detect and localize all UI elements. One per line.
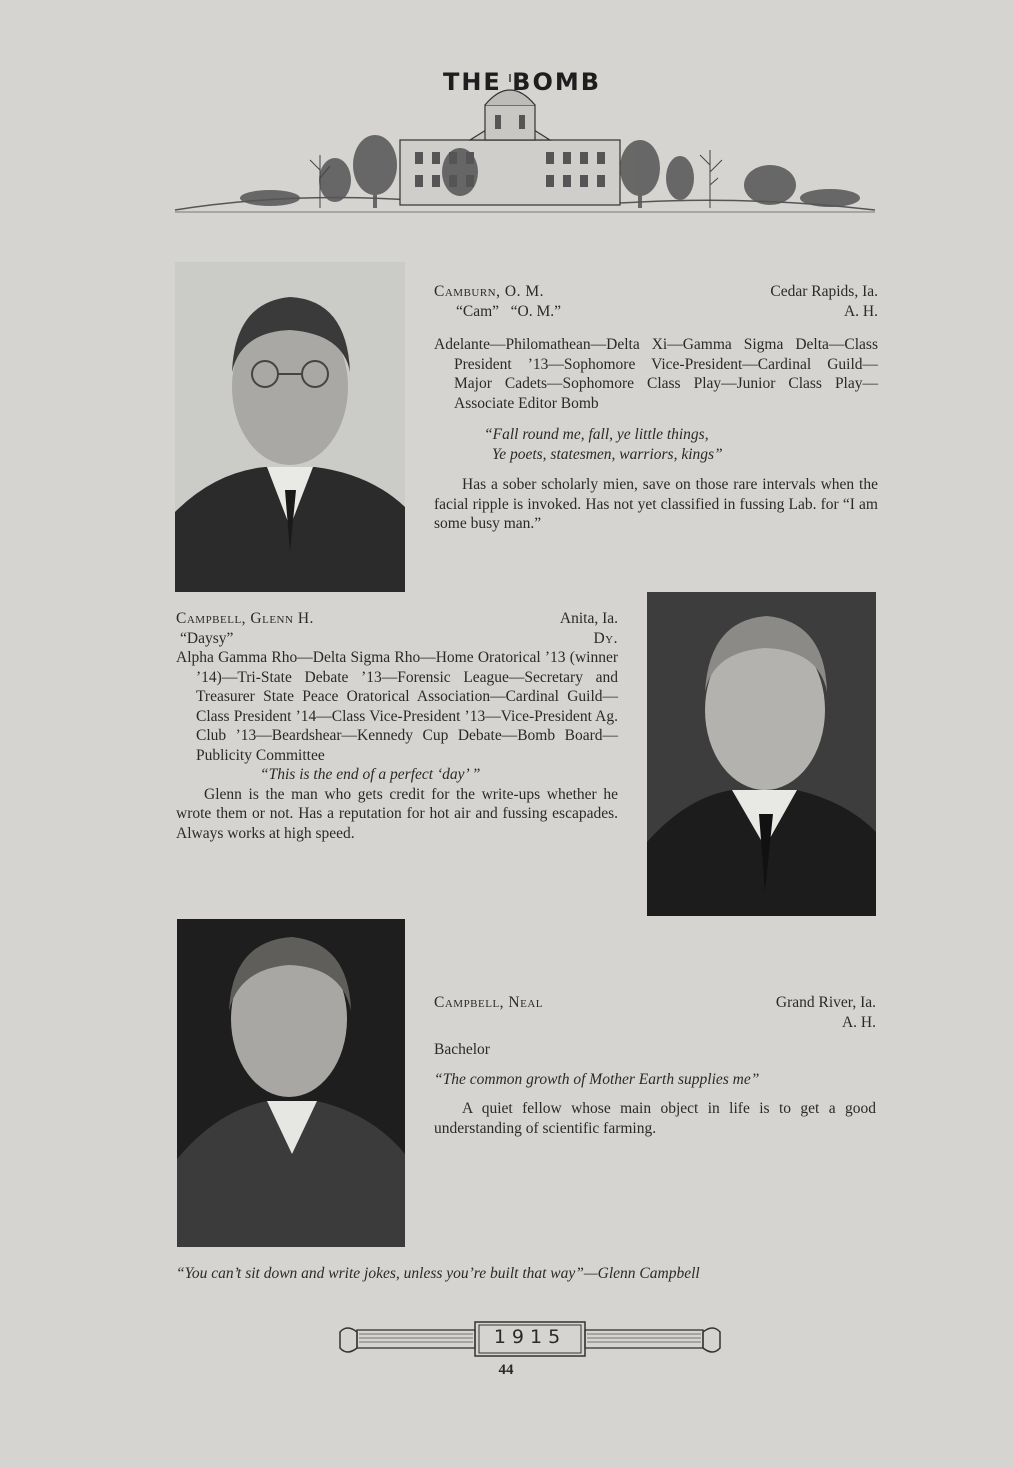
masthead-title: THE BOMB [442,68,602,96]
entry-campbell-glenn [176,609,618,843]
entry-description: Has a sober scholarly mien, save on those rare intervals when the facial ripple is invoked. Has not yet classified in fussing Lab. for “I am some busy man.” [434,476,878,532]
entry-name: Campbell, Neal [434,994,544,1011]
portrait-photo-campbell-glenn [647,592,876,916]
banner-year: 1915 [493,1326,567,1348]
entry-hometown: Grand River, Ia. [775,994,876,1011]
entry-activities: Adelante—Philomathean—Delta Xi—Gamma Sigma Delta—Class President ’13—Sophomore Vice-President—Cardinal Guild—Major Cadets—Sophomore Class Play—Junior Class Play—Associate Editor Bomb [434,336,878,412]
entry-hometown: Anita, Ia. [559,610,618,627]
entry-name: Campbell, Glenn H. [176,610,314,627]
entry-description: A quiet fellow whose main object in life is to get a good understanding of scientific farming. [434,1100,876,1137]
entry-nicknames: “Cam” “O. M.” [456,302,562,320]
entry-division: A. H. [841,1013,876,1031]
entry-activities: Bachelor [434,1041,490,1058]
entry-division: Dy. [593,629,618,647]
entry-activities: Alpha Gamma Rho—Delta Sigma Rho—Home Oratorical ’13 (winner ’14)—Tri-State Debate ’13—Forensic League—Secretary and Treasurer State Peace Oratorical Association—Cardinal Guild—Class President ’14—Class Vice-President ’13—Vice-President Ag. Club ’13—Beardshear—Kennedy Cup Debate—Bomb Board—Publicity Committee [176,649,618,764]
entry-camburn [434,282,878,534]
entry-quote: “This is the end of a perfect ‘day’ ” [260,766,481,783]
entry-name: Camburn, O. M. [434,283,544,300]
portrait-photo-campbell-neal [177,919,405,1247]
entry-quote: “The common growth of Mother Earth supplies me” [434,1070,760,1088]
entry-hometown: Cedar Rapids, Ia. [770,283,878,300]
year-banner [335,1318,725,1362]
masthead [170,60,880,220]
page-number: 44 [498,1362,514,1378]
entry-campbell-neal [434,993,876,1138]
footer-joke: “You can’t sit down and write jokes, unless you’re built that way”—Glenn Campbell [176,1265,700,1282]
entry-quote-line-1: “Fall round me, fall, ye little things, [484,426,709,443]
entry-quote-line-2: Ye poets, statesmen, warriors, kings” [492,445,723,463]
entry-division: A. H. [843,302,878,320]
portrait-photo-camburn [175,262,405,592]
entry-description: Glenn is the man who gets credit for the write-ups whether he wrote them or not. Has a reputation for hot air and fussing escapades. Always works at high speed. [176,785,618,842]
entry-nicknames: “Daysy” [180,629,234,647]
